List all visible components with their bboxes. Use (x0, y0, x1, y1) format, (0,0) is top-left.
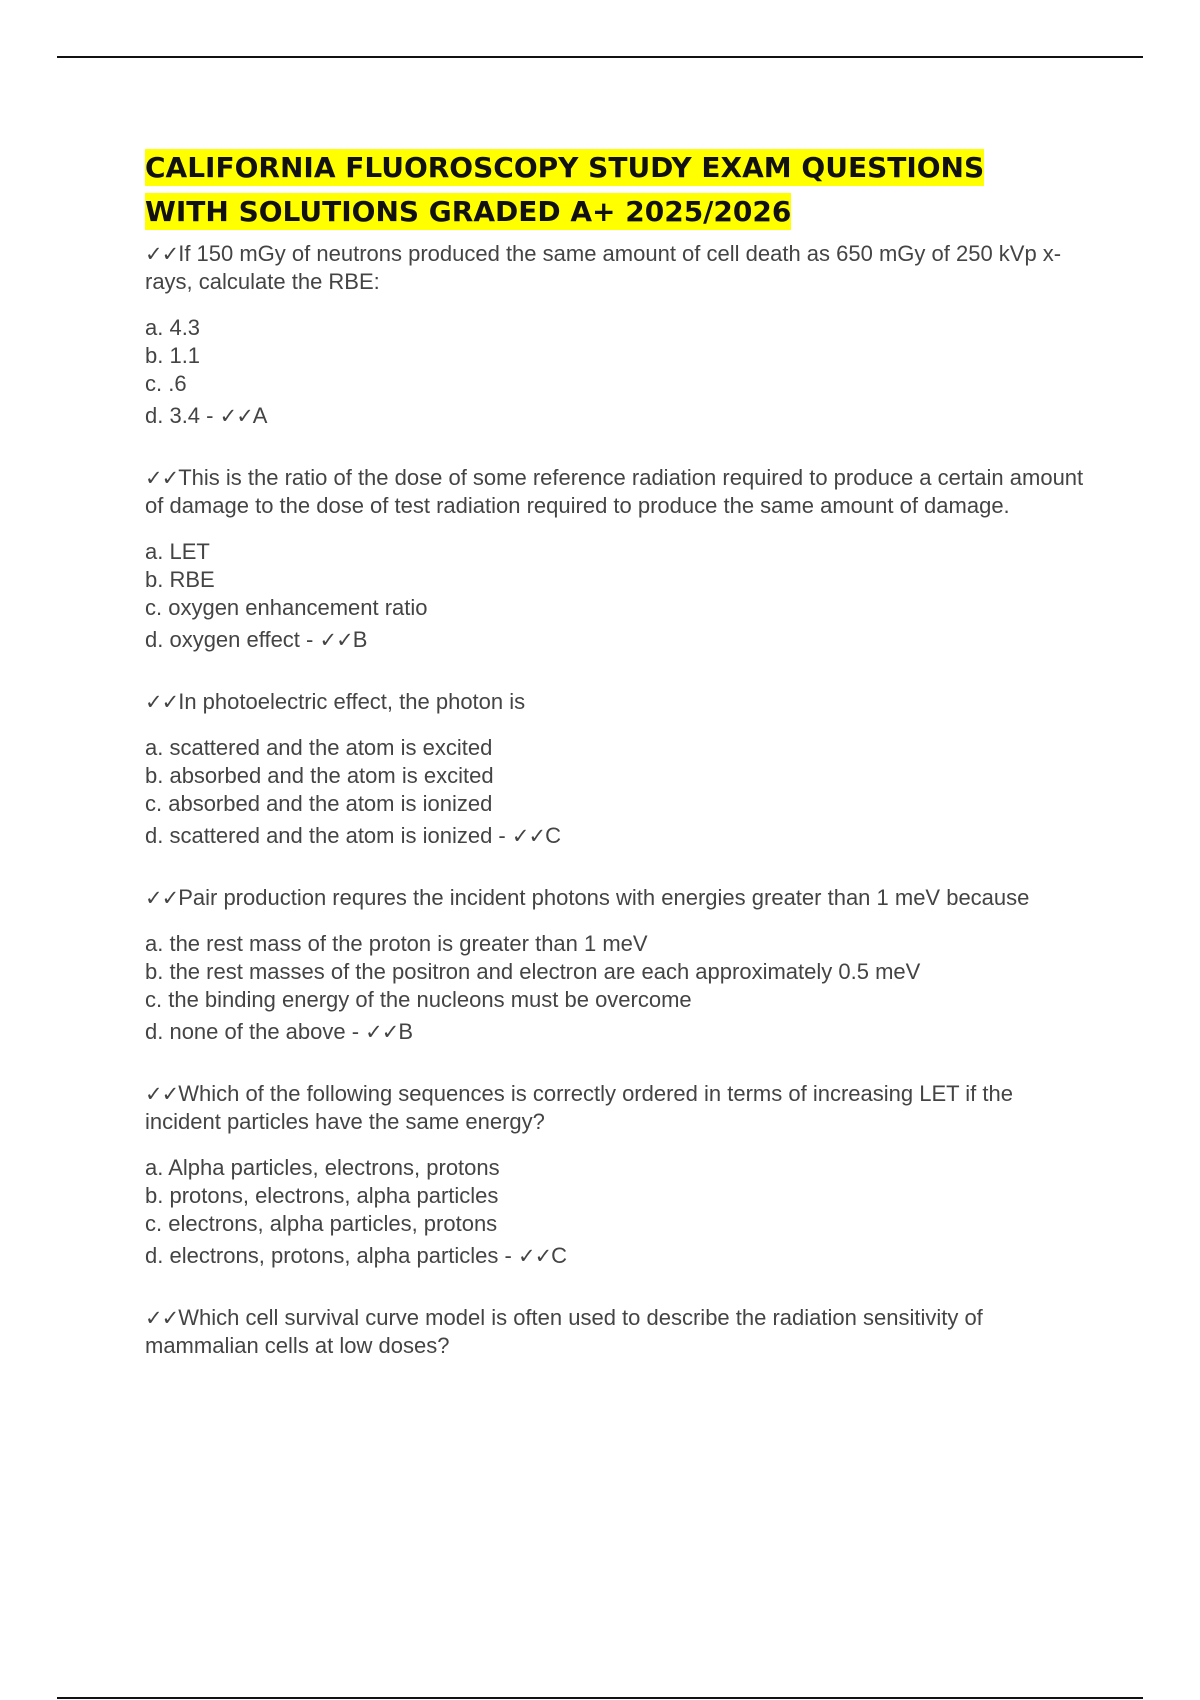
option-b: b. RBE (145, 567, 215, 592)
option-a: a. scattered and the atom is excited (145, 735, 493, 760)
option-c: c. the binding energy of the nucleons must be overcome (145, 987, 692, 1012)
check-mark-icon: ✓✓ (145, 886, 179, 910)
option-b: b. protons, electrons, alpha particles (145, 1183, 499, 1208)
option-b: b. absorbed and the atom is excited (145, 763, 494, 788)
check-mark-icon: ✓✓ (511, 824, 546, 848)
question-text: ✓✓Which cell survival curve model is often used to describe the radiation sensitivity of mammalian cells at low doses? (145, 1305, 983, 1358)
check-mark-icon: ✓✓ (319, 628, 353, 652)
answer-key: ✓✓A (219, 403, 268, 428)
answer-key: ✓✓C (517, 1243, 568, 1268)
title-line-2: WITH SOLUTIONS GRADED A+ 2025/2026 (145, 195, 792, 228)
option-d: d. scattered and the atom is ionized - ✓✓C (145, 823, 561, 848)
bottom-rule (57, 1697, 1143, 1699)
question-1 (145, 240, 1085, 430)
check-mark-icon: ✓✓ (145, 242, 179, 266)
option-d: d. none of the above - ✓✓B (145, 1019, 414, 1044)
option-a: a. 4.3 (145, 315, 201, 340)
check-mark-icon: ✓✓ (145, 1306, 179, 1330)
option-a: a. LET (145, 539, 210, 564)
question-4 (145, 884, 1085, 1046)
option-c: c. absorbed and the atom is ionized (145, 791, 493, 816)
question-text: ✓✓If 150 mGy of neutrons produced the same amount of cell death as 650 mGy of 250 kVp x-rays, calculate the RBE: (145, 241, 1062, 294)
option-list (145, 1154, 1085, 1270)
option-d: d. 3.4 - ✓✓A (145, 403, 268, 428)
option-a: a. the rest mass of the proton is greater than 1 meV (145, 931, 648, 956)
answer-key: ✓✓B (365, 1019, 414, 1044)
question-text: ✓✓Pair production requres the incident photons with energies greater than 1 meV because (145, 885, 1030, 910)
check-mark-icon: ✓✓ (365, 1020, 399, 1044)
option-list (145, 538, 1085, 654)
option-list (145, 314, 1085, 430)
question-5 (145, 1080, 1085, 1270)
check-mark-icon: ✓✓ (145, 466, 179, 490)
document-title (145, 146, 1085, 234)
option-b: b. the rest masses of the positron and electron are each approximately 0.5 meV (145, 959, 921, 984)
option-c: c. oxygen enhancement ratio (145, 595, 428, 620)
option-d: d. electrons, protons, alpha particles - ✓✓C (145, 1243, 568, 1268)
option-c: c. electrons, alpha particles, protons (145, 1211, 498, 1236)
title-line-1: CALIFORNIA FLUOROSCOPY STUDY EXAM QUESTIONS (145, 151, 985, 184)
option-list (145, 734, 1085, 850)
top-rule (57, 56, 1143, 58)
check-mark-icon: ✓✓ (145, 1082, 179, 1106)
check-mark-icon: ✓✓ (219, 404, 253, 428)
question-text: ✓✓Which of the following sequences is correctly ordered in terms of increasing LET if the incident particles have the same energy? (145, 1081, 1013, 1134)
check-mark-icon: ✓✓ (145, 690, 179, 714)
answer-key: ✓✓B (319, 627, 368, 652)
option-a: a. Alpha particles, electrons, protons (145, 1155, 500, 1180)
question-6 (145, 1304, 1085, 1360)
option-c: c. .6 (145, 371, 187, 396)
question-text: ✓✓In photoelectric effect, the photon is (145, 689, 526, 714)
question-2 (145, 464, 1085, 654)
answer-key: ✓✓C (511, 823, 561, 848)
check-mark-icon: ✓✓ (517, 1244, 552, 1268)
document-body (145, 146, 1085, 1378)
question-text: ✓✓This is the ratio of the dose of some reference radiation required to produce a certain amount of damage to the dose of test radiation required to produce the same amount of damage. (145, 465, 1084, 518)
option-b: b. 1.1 (145, 343, 201, 368)
option-list (145, 930, 1085, 1046)
option-d: d. oxygen effect - ✓✓B (145, 627, 368, 652)
question-3 (145, 688, 1085, 850)
